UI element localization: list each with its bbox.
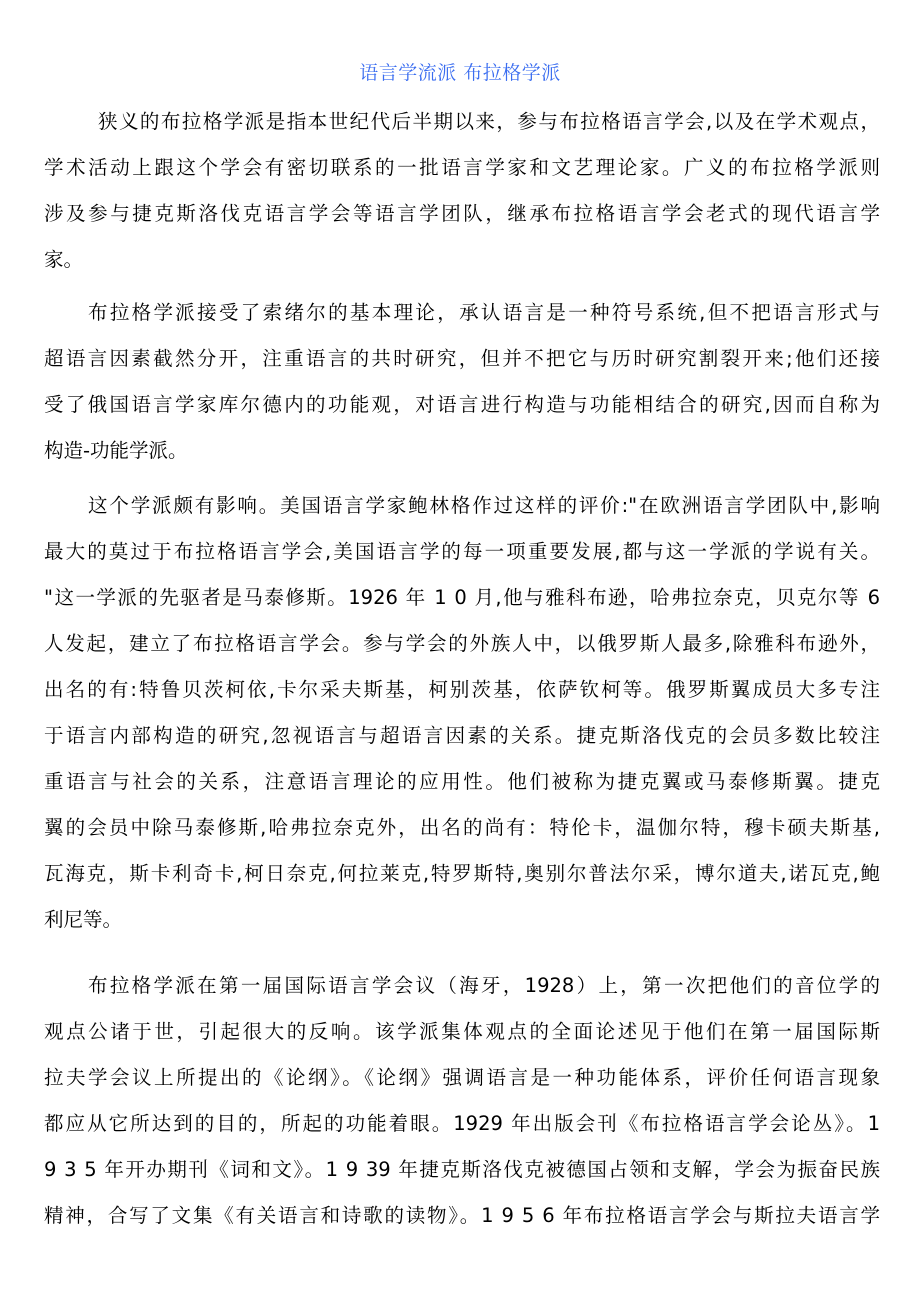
paragraph-3-line: 出名的有:特鲁贝茨柯依,卡尔采夫斯基，柯别茨基，依萨钦柯等。俄罗斯翼成员大多专注: [44, 678, 880, 701]
paragraph-3-line: 人发起，建立了布拉格语言学会。参与学会的外族人中，以俄罗斯人最多,除雅科布逊外，: [44, 632, 880, 655]
paragraph-3-line: 这个学派颇有影响。美国语言学家鲍林格作过这样的评价:"在欧洲语言学团队中,影响: [88, 494, 880, 517]
paragraph-4-line: 精神，合写了文集《有关语言和诗歌的读物》。1 9 5 6 年布拉格语言学会与斯拉夫语言学: [44, 1204, 880, 1227]
document-title: 语言学流派 布拉格学派: [359, 62, 561, 84]
paragraph-3-line: "这一学派的先驱者是马泰修斯。1926 年 1 0 月,他与雅科布逊，哈弗拉奈克，贝克尔等 6: [44, 586, 880, 609]
paragraph-2-line: 布拉格学派接受了索绪尔的基本理论，承认语言是一种符号系统,但不把语言形式与: [88, 301, 880, 324]
paragraph-4-line: 布拉格学派在第一届国际语言学会议（海牙，1928）上，第一次把他们的音位学的: [88, 974, 880, 997]
paragraph-3-line: 瓦海克，斯卡利奇卡,柯日奈克,何拉莱克,特罗斯特,奥别尔普法尔采，博尔道夫,诺瓦克,鲍: [44, 862, 880, 885]
paragraph-1-line: 狭义的布拉格学派是指本世纪代后半期以来，参与布拉格语言学会,以及在学术观点，: [98, 110, 880, 133]
paragraph-1-line: 学术活动上跟这个学会有密切联系的一批语言学家和文艺理论家。广义的布拉格学派则: [44, 156, 880, 179]
paragraph-2-line: 超语言因素截然分开，注重语言的共时研究，但并不把它与历时研究割裂开来;他们还接: [44, 347, 880, 370]
paragraph-4-line: 都应从它所达到的目的，所起的功能着眼。1929 年出版会刊《布拉格语言学会论丛》。1: [44, 1112, 880, 1135]
paragraph-2-line: 构造-功能学派。: [44, 439, 188, 462]
paragraph-3-line: 利尼等。: [44, 908, 123, 931]
paragraph-4-line: 拉夫学会议上所提出的《论纲》。《论纲》强调语言是一种功能体系，评价任何语言现象: [44, 1066, 880, 1089]
paragraph-3-line: 最大的莫过于布拉格语言学会,美国语言学的每一项重要发展,都与这一学派的学说有关。: [44, 540, 880, 563]
paragraph-2-line: 受了俄国语言学家库尔德内的功能观，对语言进行构造与功能相结合的研究,因而自称为: [44, 393, 880, 416]
paragraph-4-line: 9 3 5 年开办期刊《词和文》。1 9 39 年捷克斯洛伐克被德国占领和支解，学会为振奋民族: [44, 1158, 880, 1181]
paragraph-3-line: 于语言内部构造的研究,忽视语言与超语言因素的关系。捷克斯洛伐克的会员多数比较注: [44, 724, 880, 747]
paragraph-3-line: 翼的会员中除马泰修斯,哈弗拉奈克外，出名的尚有：特伦卡，温伽尔特，穆卡硕夫斯基,: [44, 816, 880, 839]
paragraph-3-line: 重语言与社会的关系，注意语言理论的应用性。他们被称为捷克翼或马泰修斯翼。捷克: [44, 770, 880, 793]
paragraph-4-line: 观点公诸于世，引起很大的反响。该学派集体观点的全面论述见于他们在第一届国际斯: [44, 1020, 880, 1043]
paragraph-1-line: 涉及参与捷克斯洛伐克语言学会等语言学团队，继承布拉格语言学会老式的现代语言学: [44, 202, 880, 225]
paragraph-1-line: 家。: [44, 248, 84, 271]
